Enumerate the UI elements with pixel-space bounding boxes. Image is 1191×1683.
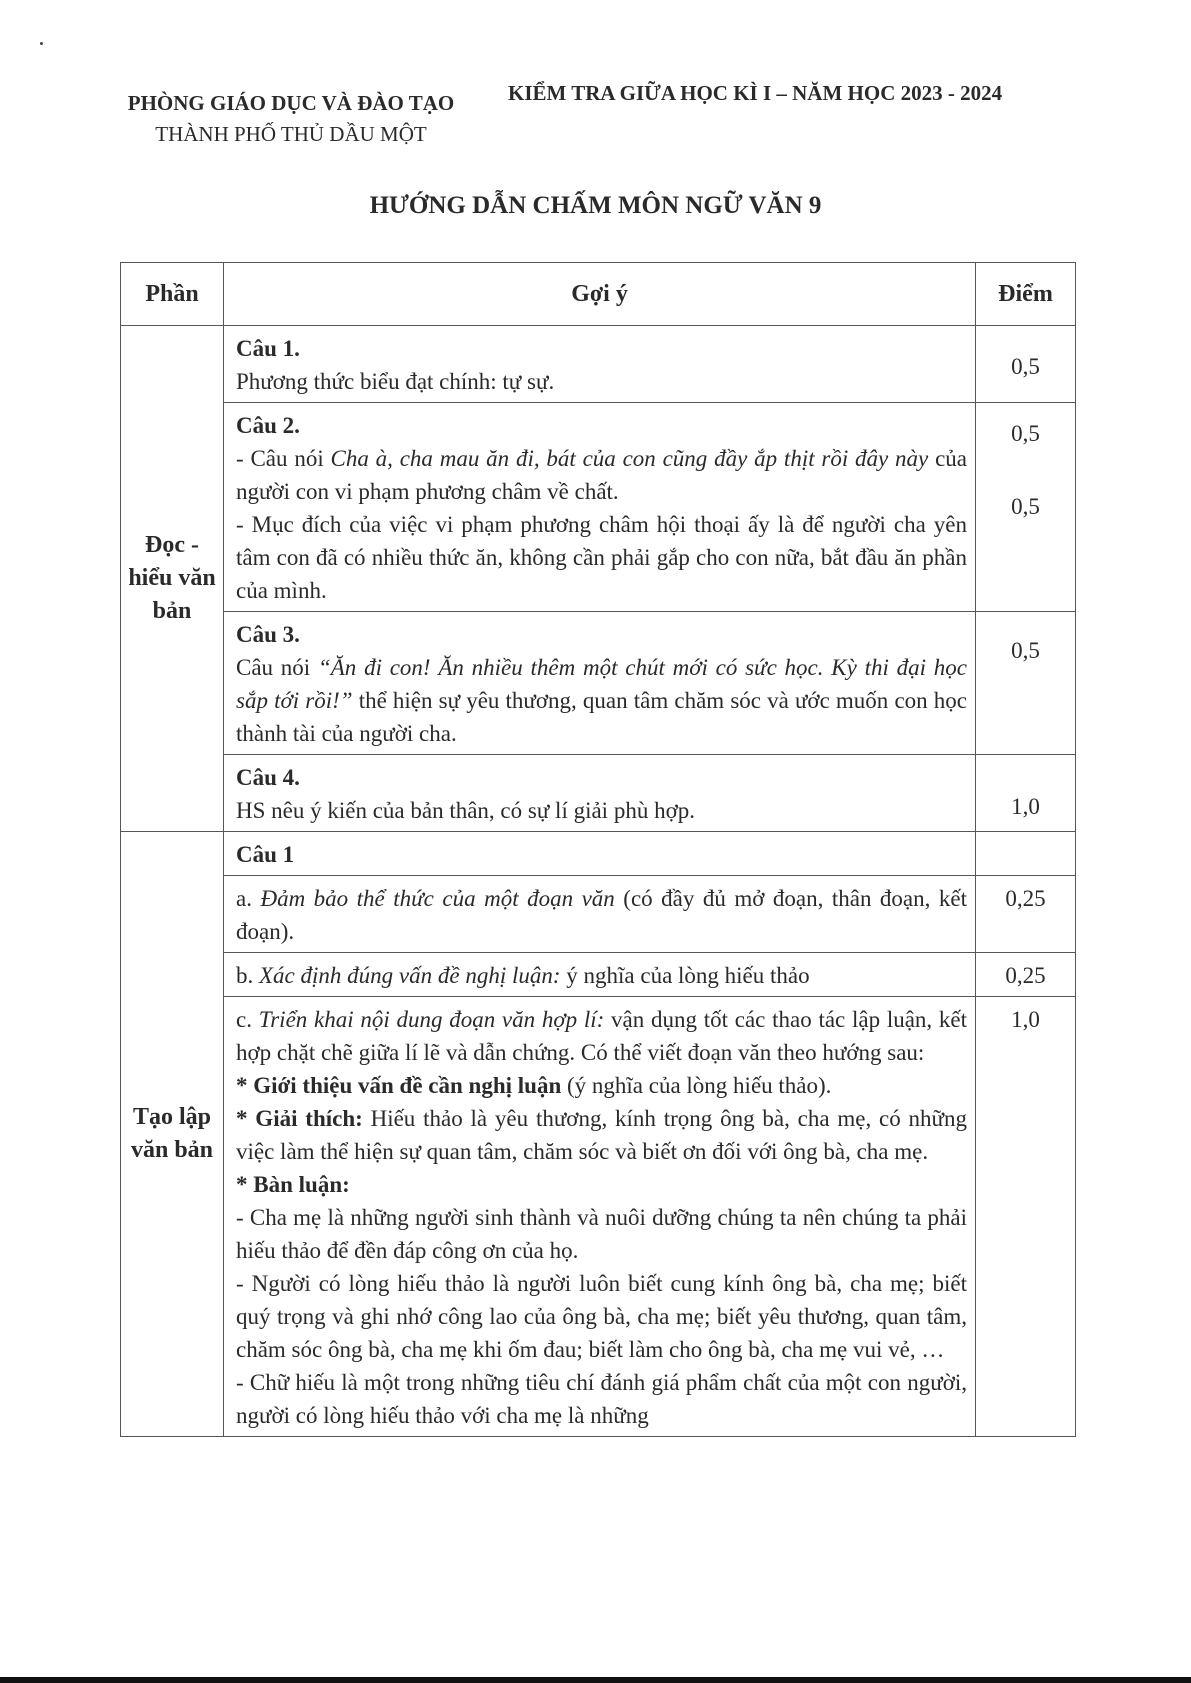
- q1-title: Câu 1.: [236, 336, 300, 361]
- s2-c-em: Triển khai nội dung đoạn văn hợp lí:: [258, 1007, 605, 1032]
- s2-a-content: [224, 876, 976, 953]
- s2-a-suffix: (có đầy đủ mở đoạn, thân đoạn, kết đoạn).: [236, 886, 967, 944]
- q4-content: [224, 755, 976, 832]
- table-row-s2a: [121, 876, 1076, 953]
- s2-b-text: [236, 959, 967, 992]
- q2-scores: [976, 403, 1076, 612]
- q3-quote: “Ăn đi con! Ăn nhiều thêm một chút mới có sức học. Kỳ thi đại học sắp tới rồi!”: [236, 655, 967, 713]
- org-city: THÀNH PHỐ THỦ DẦU MỘT: [155, 122, 427, 146]
- s2-c-introduce-rest: (ý nghĩa của lòng hiếu thảo).: [561, 1073, 832, 1098]
- s2-c-score: 1,0: [976, 997, 1076, 1437]
- s2-c-discuss-3: - Chữ hiếu là một trong những tiêu chí đánh giá phẩm chất của một con người, người có lòng hiếu thảo với cha mẹ là những: [236, 1370, 967, 1428]
- q1-score: 0,5: [976, 326, 1076, 403]
- s2-c-content: [224, 997, 976, 1437]
- s2-a-em: Đảm bảo thể thức của một đoạn văn: [260, 886, 615, 911]
- s2-b-score: 0,25: [976, 953, 1076, 997]
- s2-c-discuss-1: - Cha mẹ là những người sinh thành và nuôi dưỡng chúng ta nên chúng ta phải hiếu thảo để đền đáp công ơn của họ.: [236, 1205, 967, 1263]
- header-part: Phần: [121, 263, 224, 326]
- org-name: PHÒNG GIÁO DỤC VÀ ĐÀO TẠO: [127, 91, 455, 115]
- q3-suffix: thể hiện sự yêu thương, quan tâm chăm sóc và ước muốn con học thành tài của người cha.: [236, 688, 967, 746]
- q2-title: Câu 2.: [236, 413, 300, 438]
- s2-a-score: 0,25: [976, 876, 1076, 953]
- scan-speck: [40, 42, 43, 45]
- header-organization: [96, 88, 486, 150]
- s2-b-suffix: ý nghĩa của lòng hiếu thảo: [560, 963, 810, 988]
- table-row-q3: [121, 612, 1076, 755]
- s2-q1-title: Câu 1: [236, 842, 295, 867]
- q3-score: [976, 612, 1076, 755]
- q2-point1: [236, 442, 967, 508]
- exam-title: KIỂM TRA GIỮA HỌC KÌ I – NĂM HỌC 2023 - 2024: [508, 81, 1003, 105]
- q2-p1-quote: Cha à, cha mau ăn đi, bát của con cũng đầy ắp thịt rồi đây này: [330, 446, 929, 471]
- table-row-q4: [121, 755, 1076, 832]
- q3-content: [224, 612, 976, 755]
- table-row-s2b: [121, 953, 1076, 997]
- q2-score-1: 0,5: [1011, 421, 1040, 446]
- table-row-q1: [121, 326, 1076, 403]
- q1-content: [224, 326, 976, 403]
- grading-table: [120, 262, 1076, 1437]
- q3-score-value: 0,5: [1011, 638, 1040, 663]
- s2-c-discuss-2: - Người có lòng hiếu thảo là người luôn biết cung kính ông bà, cha mẹ; biết quý trọng và ghi nhớ công lao của ông bà, cha mẹ; biết yêu thương, quan tâm, chăm sóc ông bà, cha mẹ khi ốm đau; biết làm cho ông bà, cha mẹ vui vẻ, …: [236, 1271, 967, 1362]
- table-header-row: [121, 263, 1076, 326]
- q4-title: Câu 4.: [236, 765, 300, 790]
- s2-b-content: [224, 953, 976, 997]
- s2-c-intro: [236, 1003, 967, 1069]
- s2-b-prefix: b.: [236, 963, 259, 988]
- s2-c-prefix: c.: [236, 1007, 259, 1032]
- s2-c-explain-bold: * Giải thích:: [236, 1106, 363, 1131]
- section-writing-label: Tạo lập văn bản: [121, 832, 224, 1437]
- q1-text: Phương thức biểu đạt chính: tự sự.: [236, 369, 555, 394]
- s2-b-em: Xác định đúng vấn đề nghị luận:: [259, 963, 561, 988]
- q2-p1-suffix: của người con vi phạm phương châm về chất.: [236, 446, 968, 504]
- s2-c-introduce: [236, 1069, 967, 1102]
- q4-score: 1,0: [976, 755, 1076, 832]
- s2-c-discuss-heading: * Bàn luận:: [236, 1172, 350, 1197]
- table-row-q2: [121, 403, 1076, 612]
- s2-c-explain-rest: Hiếu thảo là yêu thương, kính trọng ông bà, cha mẹ, có những việc làm thể hiện sự quan tâm, chăm sóc và biết ơn đối với ông bà, cha mẹ.: [236, 1106, 967, 1164]
- s2-c-introduce-bold: * Giới thiệu vấn đề cần nghị luận: [236, 1073, 562, 1098]
- q4-text: HS nêu ý kiến của bản thân, có sự lí giải phù hợp.: [236, 798, 695, 823]
- section-reading-label: Đọc - hiểu văn bản: [121, 326, 224, 832]
- q3-title: Câu 3.: [236, 622, 300, 647]
- q2-p1-prefix: - Câu nói: [236, 446, 331, 471]
- s2-c-explain: [236, 1102, 967, 1168]
- document-title: HƯỚNG DẪN CHẤM MÔN NGỮ VĂN 9: [369, 192, 822, 219]
- q2-content: [224, 403, 976, 612]
- s2-a-text: [236, 882, 967, 948]
- q2-score-2: 0,5: [1011, 494, 1040, 519]
- table-row-s2c: [121, 997, 1076, 1437]
- q3-text: [236, 651, 967, 750]
- scan-bottom-edge: [0, 1677, 1191, 1683]
- q3-prefix: Câu nói: [236, 655, 318, 680]
- table-row-s2q1: [121, 832, 1076, 876]
- s2-c-suffix: vận dụng tốt các thao tác lập luận, kết hợp chặt chẽ giữa lí lẽ và dẫn chứng. Có thể viết đoạn văn theo hướng sau:: [236, 1007, 967, 1065]
- header-score: Điểm: [976, 263, 1076, 326]
- header-hint: Gợi ý: [224, 263, 976, 326]
- q2-point2: - Mục đích của việc vi phạm phương châm hội thoại ấy là để người cha yên tâm con đã có nhiều thức ăn, không cần phải gắp cho con nữa, bắt đầu ăn phần của mình.: [236, 512, 967, 603]
- s2-a-prefix: a.: [236, 886, 261, 911]
- s2-q1-title-cell: [224, 832, 976, 876]
- s2-q1-score-empty: [976, 832, 1076, 876]
